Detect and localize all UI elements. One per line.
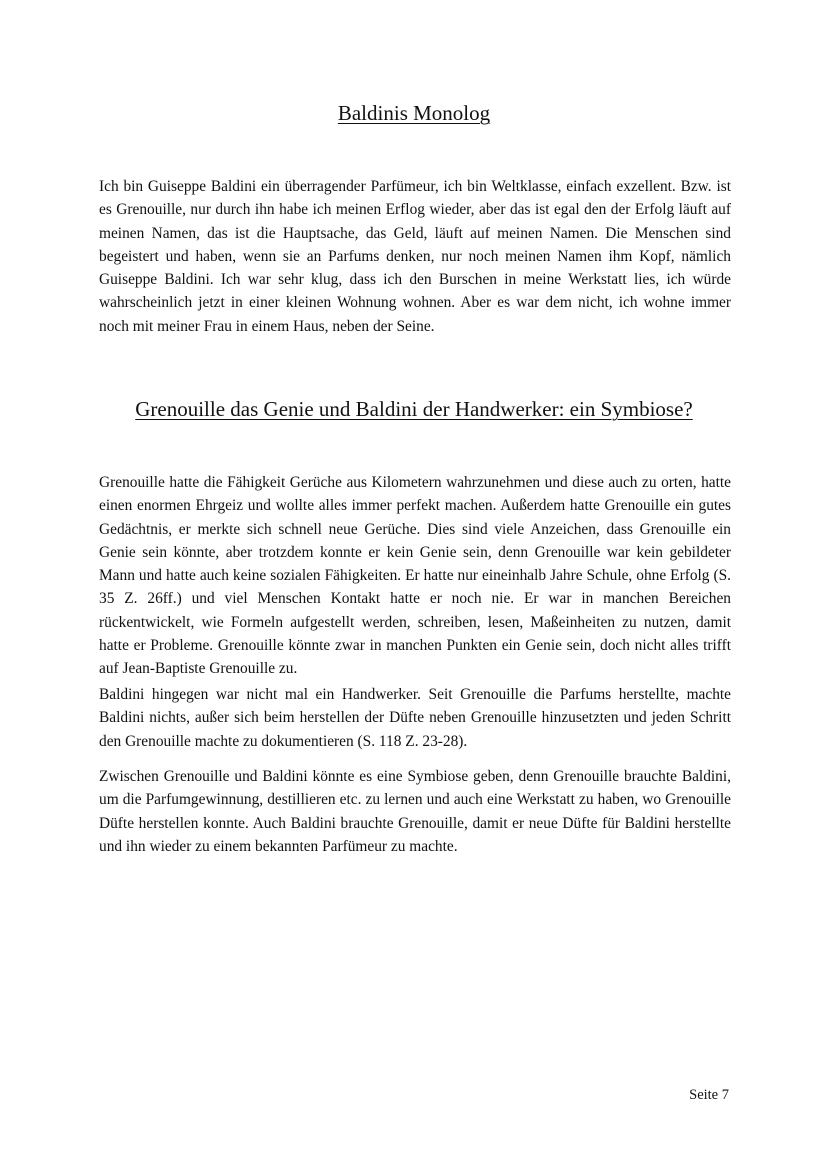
page-number: Seite 7 [689,1087,729,1103]
section-heading-baldinis-monolog [0,100,828,126]
heading-text: Baldinis Monolog [337,101,491,125]
section-heading-genie-handwerker [0,396,828,422]
paragraph-monolog: Ich bin Guiseppe Baldini ein überragender Parfümeur, ich bin Weltklasse, einfach exzellent. Bzw. ist es Grenouille, nur durch ihn habe ich meinen Erflog wieder, aber das ist egal den der Erfolg läuft auf meinen Namen, das ist die Hauptsache, das Geld, läuft auf meinen Namen. Die Menschen sind begeistert und haben, wenn sie an Parfums denken, nur noch meinen Namen ihm Kopf, nämlich Guiseppe Baldini. Ich war sehr klug, dass ich den Burschen in meine Werkstatt lies, ich würde wahrscheinlich jetzt in einer kleinen Wohnung wohnen. Aber es war dem nicht, ich wohne immer noch mit meiner Frau in einem Haus, neben der Seine. [99,178,731,335]
paragraph-baldini-handwerker: Baldini hingegen war nicht mal ein Handwerker. Seit Grenouille die Parfums herstellte, machte Baldini nichts, außer sich beim herstellen der Düfte neben Grenouille hinzusetzten und jeden Schritt den Grenouille machte zu dokumentieren (S. 118 Z. 23-28). [99,686,731,750]
paragraph-symbiose: Zwischen Grenouille und Baldini könnte es eine Symbiose geben, denn Grenouille brauchte Baldini, um die Parfumgewinnung, destillieren etc. zu lernen und auch eine Werkstatt zu haben, wo Grenouille Düfte herstellen konnte. Auch Baldini brauchte Grenouille, damit er neue Düfte für Baldini herstellte und ihn wieder zu einem bekannten Parfümeur zu machte. [99,768,731,855]
paragraph-grenouille-genie: Grenouille hatte die Fähigkeit Gerüche aus Kilometern wahrzunehmen und diese auch zu orten, hatte einen enormen Ehrgeiz und wollte alles immer perfekt machen. Außerdem hatte Grenouille ein gutes Gedächtnis, er merkte sich schnell neue Gerüche. Dies sind viele Anzeichen, dass Grenouille ein Genie sein könnte, aber trotzdem konnte er kein Genie sein, denn Grenouille war kein gebildeter Mann und hatte auch keine sozialen Fähigkeiten. Er hatte nur eineinhalb Jahre Schule, ohne Erfolg (S. 35 Z. 26ff.) und viel Menschen Kontakt hatte er noch nie. Er war in manchen Bereichen rückentwickelt, wie Formeln aufgestellt werden, schreiben, lesen, Maßeinheiten zu nutzen, damit hatte er Probleme. Grenouille könnte zwar in manchen Punkten ein Genie sein, doch nicht alles trifft auf Jean-Baptiste Grenouille zu. [99,474,731,678]
heading-text: Grenouille das Genie und Baldini der Handwerker: ein Symbiose? [135,397,693,421]
